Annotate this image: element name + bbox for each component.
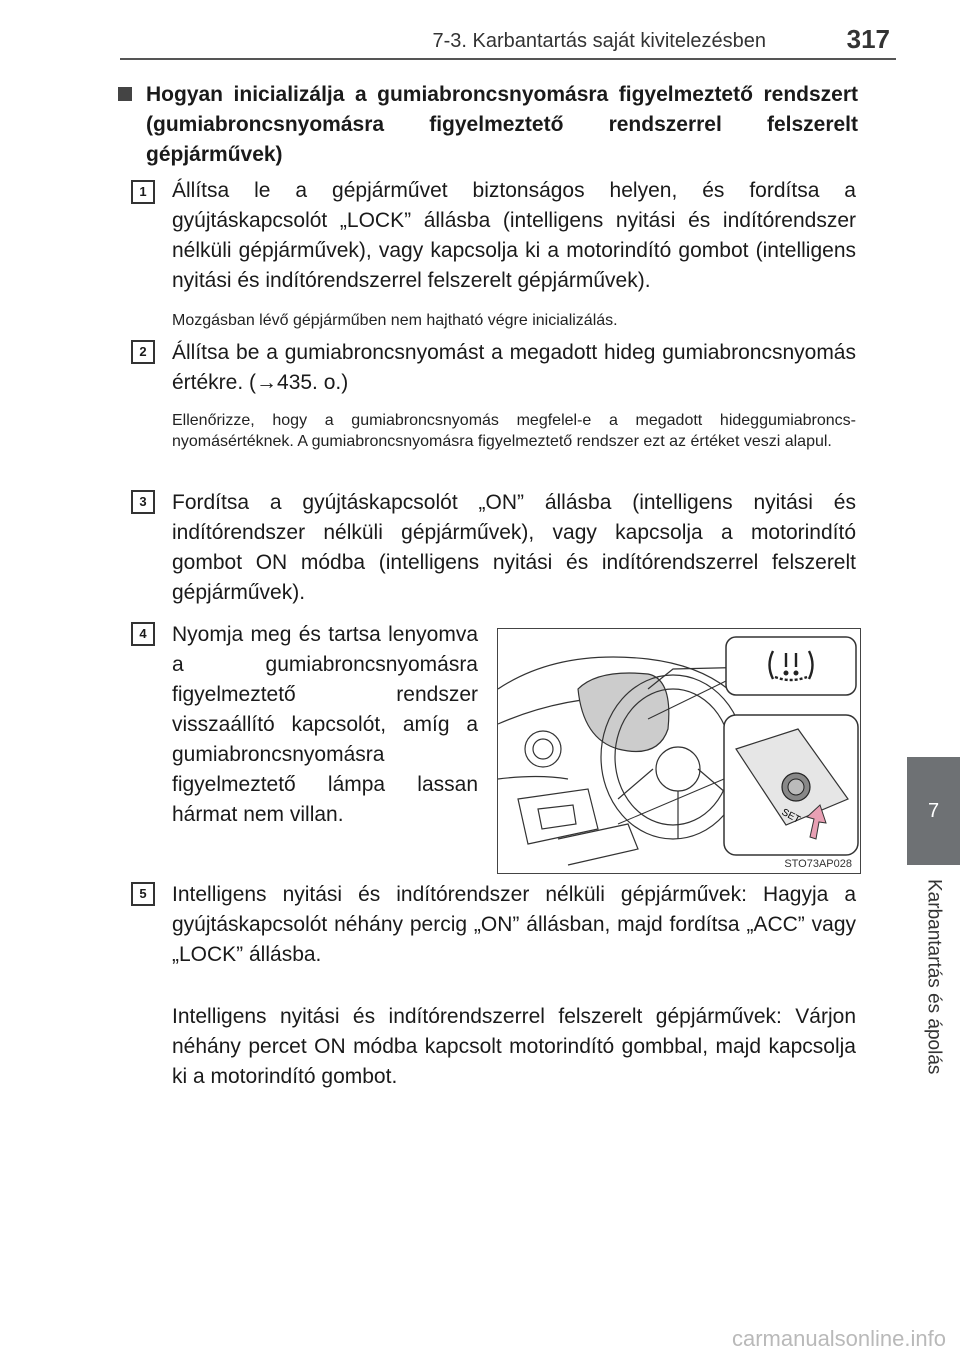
watermark: carmanualsonline.info: [731, 1326, 946, 1351]
step-number-5: 5: [131, 882, 155, 906]
warning-lamp-callout: [726, 637, 856, 695]
step-1-note: Mozgásban lévő gépjárműben nem hajtható végre inicializálás.: [172, 312, 618, 329]
step-number-1: 1: [131, 180, 155, 204]
step-2-note: Ellenőrizze, hogy a gumiabroncsnyomás megfelel-e a megadott hideggumiabroncs-nyomásértéknek. A gumiabroncsnyomásra figyelmeztető rendszer ezt az értéket veszi alapul.: [172, 412, 856, 450]
section-heading: Hogyan inicializálja a gumiabroncsnyomásra figyelmeztető rendszert (gumiabroncsnyomásra figyelmeztető rendszerrel felszerelt gépjárművek): [118, 80, 858, 170]
chapter-number: 7: [927, 799, 940, 822]
step-number-3: 3: [131, 490, 155, 514]
step-number-2: 2: [131, 340, 155, 364]
step-5-text: Intelligens nyitási és indítórendszer nélküli gépjárművek: Hagyja a gyújtáskapcsolót néhány percig „ON” állásban, majd fordítsa „ACC” vagy „LOCK” állásba.: [172, 883, 856, 966]
set-label: SET: [779, 806, 802, 826]
step-1-text: Állítsa le a gépjárművet biztonságos helyen, és fordítsa a gyújtáskapcsolót „LOCK” állásba (intelligens nyitási és indítórendszer nélküli gépjárművek), vagy kapcsolja ki a motorindító gombot (intelligens nyitási és indítórendszerrel felszerelt gépjárművek).: [172, 179, 856, 292]
step-5-text-2: Intelligens nyitási és indítórendszerrel felszerelt gépjárművek: Várjon néhány percet ON módba kapcsolt motorindító gombbal, majd kapcsolja ki a motorindító gombot.: [172, 1005, 856, 1088]
step-3-text: Fordítsa a gyújtáskapcsolót „ON” állásba (intelligens nyitási és indítórendszer nélküli gépjárművek), vagy kapcsolja a motorindító gombot ON módba (intelligens nyitási és indítórendszerrel felszerelt gépjárművek).: [172, 491, 856, 604]
chapter-tab: [907, 757, 960, 865]
figure-code: STO73AP028: [784, 858, 852, 870]
section-title: 7-3. Karbantartás saját kivitelezésben: [432, 30, 766, 52]
square-bullet-icon: [118, 87, 132, 101]
dashboard-illustration: [497, 628, 861, 874]
page-header: [120, 26, 896, 60]
chapter-title: Karbantartás és ápolás: [923, 879, 945, 1075]
chapter-tab-label: [907, 865, 960, 1105]
dashboard-drawing: [498, 629, 861, 874]
page-number: 317: [846, 24, 890, 54]
reset-switch-callout: [724, 715, 858, 855]
step-4-text: Nyomja meg és tartsa lenyomva a gumiabroncsnyomásra figyelmeztető rendszer visszaállító kapcsolót, amíg a gumiabroncsnyomásra figyelmeztető lámpa lassan hármat nem villan.: [172, 623, 478, 826]
step-2-text: Állítsa be a gumiabroncsnyomást a megadott hideg gumiabroncsnyomás értékre. (→435. o.): [172, 341, 856, 394]
step-number-4: 4: [131, 622, 155, 646]
